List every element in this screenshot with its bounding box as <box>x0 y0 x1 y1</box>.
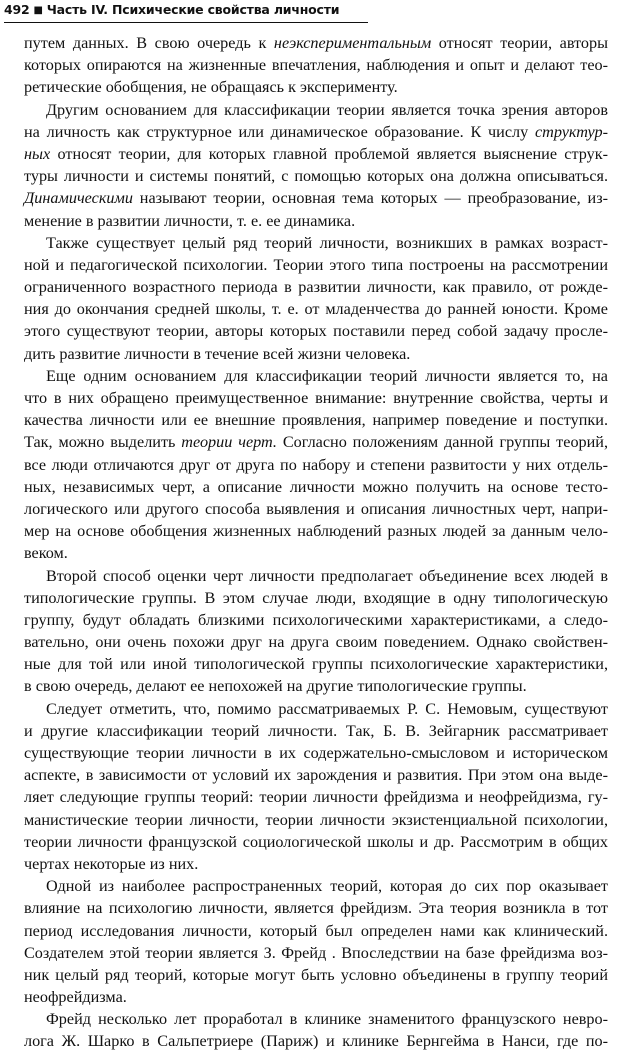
text-line <box>24 431 608 453</box>
text-run: Следует отметить, что, помимо рассматриваемых Р. С. Немовым, существуют <box>46 699 608 718</box>
text-line <box>24 254 608 276</box>
text-line <box>24 675 608 697</box>
text-run: теории личности французской социологической школы и др. Рассмотрим в общих <box>24 832 608 851</box>
text-line <box>24 875 608 897</box>
text-run: которых опираются на жизненные впечатления, наблюдения и опыт и делают тео- <box>24 56 608 75</box>
text-line <box>24 653 608 675</box>
text-line <box>24 920 608 942</box>
text-run: Также существует целый ряд теорий личности, возникших в рамках возраст- <box>46 233 608 252</box>
text-run: туры личности и системы понятий, с помощью которых она должна описываться. <box>24 167 608 186</box>
italic-term: неэкспериментальным <box>273 34 432 52</box>
text-run: Фрейд несколько лет проработал в клинике знаменитого французского невро- <box>46 1010 608 1029</box>
text-line <box>24 476 608 498</box>
text-line <box>24 809 608 831</box>
italic-term: теории черт. <box>181 433 277 452</box>
text-run: ные для той или иной типологической группы психологические характеристики, <box>24 655 608 674</box>
text-run: ляет следующие группы теорий: теории личности фрейдизма и неофрейдизма, гу- <box>24 788 608 807</box>
text-run: вательно, они очень похожи друг на друга своим поведением. Однако свойствен- <box>24 633 608 652</box>
text-run: период исследования личности, который был определен нами как клинический. <box>24 921 608 940</box>
text-run: Второй способ оценки черт личности предполагает объединение всех людей в <box>46 566 608 585</box>
text-line <box>24 942 608 964</box>
text-line <box>24 831 608 853</box>
text-run: существующие теории личности в их содержательно-смысловом и историческом <box>24 744 608 762</box>
italic-term: структур- <box>534 122 608 141</box>
text-run: неофрейдизма. <box>24 988 127 1007</box>
text-line <box>24 520 608 542</box>
text-run: типологические группы. В этом случае люди, входящие в одну типологическую <box>24 588 608 607</box>
text-run: что в них обращено преимущественное внимание: внутренние свойства, черты и <box>24 389 608 407</box>
text-run: группу, будут обладать близкими психологическими характеристиками, а следо- <box>24 610 608 629</box>
text-run: качества личности или ее внешние проявления, например поведение и поступки. <box>24 411 608 430</box>
text-run: на личность как структурное или динамическое образование. К числу <box>24 122 535 141</box>
text-line <box>24 320 608 342</box>
text-line <box>24 454 608 476</box>
text-run: Создателем этой теории является З. Фрейд . Впоследствии на базе фрейдизма воз- <box>24 943 608 962</box>
text-run: веком. <box>24 544 68 563</box>
text-line <box>24 764 608 786</box>
text-line <box>24 631 608 653</box>
text-run: Так, можно выделить <box>24 433 182 452</box>
text-run: ных, независимых черт, а описание личности можно получить на основе тесто- <box>24 477 608 496</box>
text-run: путем данных. В свою очередь к <box>24 34 274 52</box>
text-line <box>24 99 608 121</box>
text-line <box>24 298 608 320</box>
running-head <box>4 0 368 23</box>
text-run: менение в развитии личности, т. е. ее динамика. <box>24 211 356 230</box>
text-run: дить развитие личности в течение всей жизни человека. <box>24 344 411 363</box>
text-line <box>24 165 608 187</box>
text-line <box>24 587 608 609</box>
text-run: ограниченного возрастного периода в развитии личности, как правило, от рожде- <box>24 278 608 297</box>
text-line <box>24 387 608 409</box>
text-line <box>24 54 608 76</box>
text-run: относят теории, авторы <box>431 34 608 52</box>
section-title: Часть IV. Психические свойства личности <box>46 2 340 17</box>
text-run: ник целый ряд теорий, которые могут быть условно объединены в группу теорий <box>24 965 608 984</box>
text-run: мер на основе обобщения жизненных наблюдений разных людей за данным чело- <box>24 522 608 541</box>
text-line <box>24 232 608 254</box>
text-run: называют теории, основная тема которых — преобразование, из- <box>132 189 608 208</box>
text-run: все люди отличаются друг от друга по набору и степени развитости у них отдель- <box>24 455 608 474</box>
text-line <box>24 343 608 365</box>
text-line <box>24 76 608 98</box>
text-line <box>24 986 608 1008</box>
text-line <box>24 786 608 808</box>
square-bullet-icon: ■ <box>33 5 43 16</box>
text-run: этого существуют теории, авторы которых поставили перед собой задачу просле- <box>24 322 608 341</box>
text-line <box>24 698 608 720</box>
text-run: в свою очередь, делают ее непохожей на другие типологические группы. <box>24 677 527 696</box>
text-line <box>24 1008 608 1030</box>
text-line <box>24 276 608 298</box>
text-run: и другие классификации теорий личности. Так, Б. В. Зейгарник рассматривает <box>24 721 608 740</box>
text-line <box>24 143 608 165</box>
text-line <box>24 121 608 143</box>
text-run: чертах некоторые из них. <box>24 854 199 873</box>
text-line <box>24 853 608 875</box>
italic-term: ных <box>24 144 51 163</box>
italic-term: Динамическими <box>24 189 133 208</box>
text-run: ния до окончания средней школы, т. е. от младенчества до ранней юности. Кроме <box>24 300 608 319</box>
text-run: логического или другого способа выявления и описания личностных черт, напри- <box>24 499 608 518</box>
text-line <box>24 365 608 387</box>
text-line <box>24 565 608 587</box>
text-line <box>24 409 608 431</box>
text-line <box>24 210 608 232</box>
text-line <box>24 32 608 54</box>
body-text <box>24 32 608 1053</box>
text-line <box>24 964 608 986</box>
text-line <box>24 897 608 919</box>
text-line <box>24 498 608 520</box>
text-line <box>24 1030 608 1052</box>
text-run: влияние на психологию личности, является фрейдизм. Эта теория возникла в тот <box>24 899 608 918</box>
text-line <box>24 609 608 631</box>
text-run: Другим основанием для классификации теории является точка зрения авторов <box>46 100 608 119</box>
text-run: лога Ж. Шарко в Сальпетриере (Париж) и клинике Бернгейма в Нанси, где по- <box>24 1032 608 1051</box>
page-number: 492 <box>4 2 30 17</box>
text-run: ретические обобщения, не обращаясь к эксперименту. <box>24 78 398 97</box>
text-line <box>24 742 608 764</box>
text-line <box>24 542 608 564</box>
text-run: Одной из наиболее распространенных теорий, которая до сих пор оказывает <box>46 877 608 896</box>
text-run: манистические теории личности, теории личности экзистенциальной психологии, <box>24 810 608 829</box>
text-run: ной и педагогической психологии. Теории этого типа построены на рассмотрении <box>24 255 608 274</box>
text-run: относят теории, для которых главной проблемой является выяснение струк- <box>50 144 608 163</box>
text-run: Согласно положениям данной группы теорий, <box>276 433 609 452</box>
text-run: Еще одним основанием для классификации теорий личности является то, на <box>46 366 608 385</box>
text-line <box>24 720 608 742</box>
text-line <box>24 187 608 209</box>
text-run: аспекте, в зависимости от условий их зарождения и развития. При этом она выде- <box>24 766 608 785</box>
